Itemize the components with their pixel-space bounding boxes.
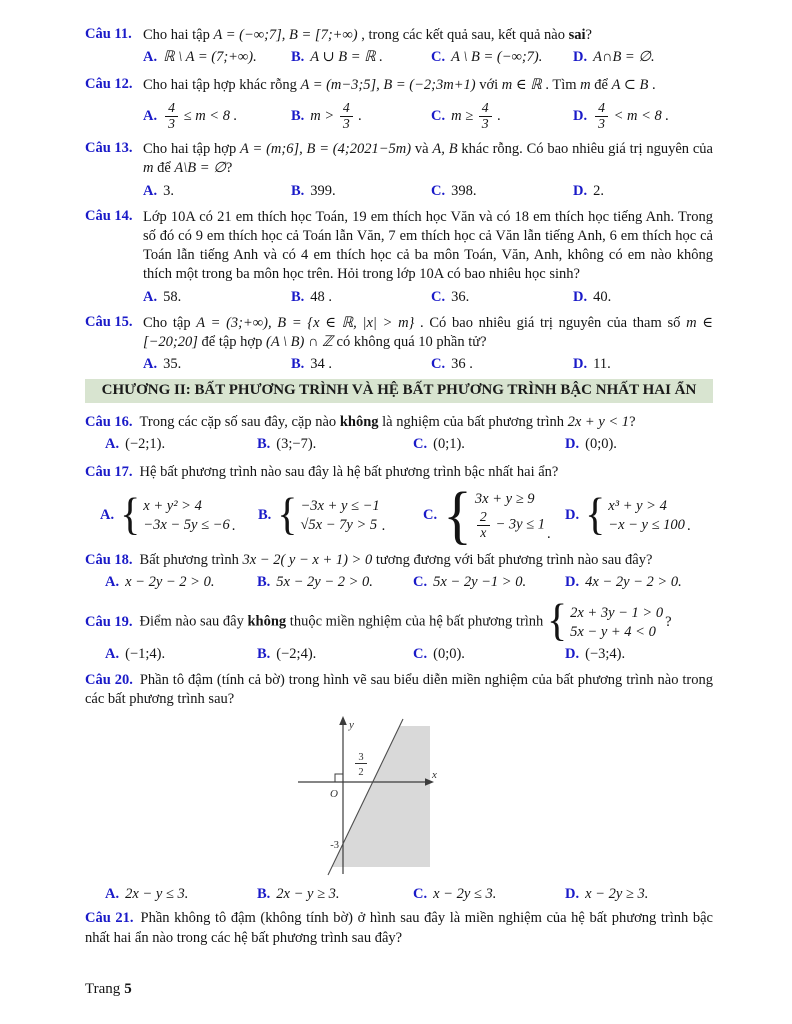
answer-letter: B. [291,49,305,66]
question-12-answers [143,100,713,133]
question-16-text [85,413,713,432]
answer-text: 5x − 2y − 2 > 0. [276,574,373,591]
question-20 [85,671,713,903]
answer-option-a [143,355,291,374]
brace-glyph: { [443,479,472,551]
text-part: và [411,141,433,158]
fraction [165,101,178,132]
answer-text: A∩B = ∅. [593,49,655,66]
answer-option-c [431,182,573,201]
answer-option-a [143,288,291,307]
answer-text: 2x − y ≥ 3. [276,885,340,902]
question-20-figure [290,714,540,881]
question-18 [85,551,713,592]
question-11-body [143,26,713,67]
answer-option-a [105,645,257,664]
answer-option-c [431,100,573,133]
question-12-number: Câu 12. [85,76,133,93]
answer-text [593,100,670,132]
question-19-number: Câu 19. [85,613,133,630]
answer-text: 2x − y ≤ 3. [125,885,189,902]
answer-letter: B. [257,435,271,452]
system-row [475,509,545,542]
answer-option-b [257,573,413,592]
question-12-text [143,76,713,95]
origin-label: O [330,787,338,800]
system-of-inequalities [546,596,664,646]
answer-letter: B. [257,646,271,663]
text-part: Cho hai tập [143,27,214,43]
answer-letter: C. [423,506,438,523]
answer-letter: D. [565,506,580,523]
fraction-denominator: 3 [481,116,489,132]
answer-text [451,100,501,132]
text-part: . [686,517,691,534]
answer-text: (−1;4). [125,646,166,663]
keyword-bold: không [339,413,379,430]
question-17 [85,463,713,551]
text-part: . [354,108,362,125]
fraction-denominator: 3 [342,116,350,132]
x-intercept-denominator: 2 [358,766,364,778]
math-part: A = (m;6], B = (4;2021−5m) [240,141,412,158]
answer-letter: C. [431,182,446,199]
answer-text: 3. [163,182,174,199]
question-21-number: Câu 21. [85,910,134,927]
math-part: A = (m−3;5], B = (−2;3m+1) [300,77,476,94]
text-part: ? [665,613,672,630]
text-part: Trong các cặp số sau đây, cặp nào [139,413,340,430]
question-15-answers [143,355,713,374]
page-footer [85,981,132,998]
system-row: 2x + 3y − 1 > 0 [570,604,664,621]
text-part: với [475,77,502,94]
answer-option-d [565,645,713,664]
system-row: −3x − 5y ≤ −6 [143,517,230,534]
answer-option-b [291,182,431,201]
footer-label: Trang [85,981,121,997]
answer-text: 11. [593,356,611,373]
text-part: , trong các kết quả sau, kết quả nào [357,27,569,43]
fraction-numerator: 4 [479,101,492,117]
text-part: Bất phương trình [139,552,243,569]
question-15-number: Câu 15. [85,313,133,330]
answer-text: (−2;4). [276,646,317,663]
answer-letter: C. [431,288,446,305]
system-row: −x − y ≤ 100 [608,517,685,534]
answer-text: (0;0). [433,646,465,663]
text-part: Cho hai tập hợp khác rỗng [143,77,301,94]
text-part: là nghiệm của bất phương trình [378,413,568,430]
answer-option-b [291,48,431,67]
answer-text: (−2;1). [125,435,166,452]
answer-option-d [573,48,713,67]
system-row: x³ + y > 4 [608,497,667,514]
question-21-text [85,909,713,948]
answer-option-c [413,885,565,904]
text-part: Phần tô đậm (tính cả bờ) trong hình vẽ sau biểu diễn miền nghiệm của bất phương trình nào trong các bất phương trình sau? [85,671,713,708]
fraction [479,101,492,132]
answer-text: 5x − 2y −1 > 0. [433,574,527,591]
answer-text: 58. [163,288,182,305]
footer-page-number: 5 [124,981,132,997]
question-15-body [143,314,713,374]
text-part: thuộc miền nghiệm của hệ bất phương trình [286,613,547,630]
text-part: có không quá 10 phần tử? [332,333,487,350]
system-of-inequalities [443,479,551,551]
math-part: m [143,160,154,177]
answer-option-c [431,288,573,307]
question-14-body [143,208,713,307]
text-part: . Tìm [541,77,581,94]
text-part: ? [629,413,636,430]
answer-letter: D. [573,182,588,199]
question-14-answers [143,288,713,307]
answer-text: (−3;4). [585,646,626,663]
answer-letter: A. [105,885,120,902]
fraction [477,510,490,541]
answer-letter: D. [573,49,588,66]
answer-text: 36. [451,288,470,305]
x-intercept-numerator: 3 [358,751,364,763]
region-graph [290,714,540,876]
system-row: 3x + y ≥ 9 [474,490,535,507]
answer-letter: A. [143,108,158,125]
text-part: . [648,77,656,94]
brace-glyph: { [585,489,606,540]
answer-text: x − 2y ≥ 3. [585,885,649,902]
math-part: 3x − 2( y − x + 1) > 0 [242,552,373,569]
answer-option-a [105,435,257,454]
answer-option-c [413,645,565,664]
answer-text: 35. [163,356,182,373]
text-part: . [381,517,386,534]
math-part: A\B = ∅ [174,160,226,177]
answer-text: ℝ \ A = (7;+∞). [163,49,257,66]
text-part: tương đương với bất phương trình nào sau đây? [372,552,653,569]
answer-letter: C. [431,356,446,373]
question-15-text [143,314,713,353]
answer-option-d [565,573,713,592]
math-part: m ∈ [−20;20] [143,314,713,350]
question-14-number: Câu 14. [85,207,133,224]
text-part: < m < 8 . [610,108,670,125]
question-16-answers [105,435,713,454]
answer-option-b [258,489,423,540]
page-content [85,26,713,957]
answer-option-d [565,435,713,454]
text-part: m ≥ [451,108,477,125]
system-of-inequalities [277,489,386,540]
answer-option-c [423,479,565,551]
question-17-answers [100,479,713,551]
answer-text [163,100,238,132]
answer-letter: B. [257,574,271,591]
fraction-denominator: 3 [598,116,605,132]
answer-text: 399. [310,182,336,199]
math-part: A ⊂ B [611,77,649,94]
question-13-number: Câu 13. [85,140,133,157]
answer-option-c [413,435,565,454]
brace-glyph: { [277,489,298,540]
answer-letter: A. [143,288,158,305]
text-part: m > [310,108,338,125]
answer-option-a [105,885,257,904]
answer-letter: B. [257,885,271,902]
question-13-body [143,140,713,200]
answer-letter: A. [100,506,115,523]
answer-option-a [143,182,291,201]
math-part: A = (3;+∞), B = {x ∈ ℝ, |x| > m} [196,314,415,331]
text-part: Phần không tô đậm (không tính bờ) ở hình sau đây là miền nghiệm của hệ bất phương trình bậc nhất hai ẩn nào trong các hệ bất phương trình sau đây? [85,910,713,946]
answer-text: A ∪ B = ℝ . [310,49,383,66]
answer-text: (3;−7). [276,435,317,452]
answer-letter: B. [291,182,305,199]
chapter-heading: CHƯƠNG II: BẤT PHƯƠNG TRÌNH VÀ HỆ BẤT PHƯƠNG TRÌNH BẬC NHẤT HAI ẨN [85,379,713,403]
math-part: 2x + y < 1 [567,413,630,430]
question-14-text: Lớp 10A có 21 em thích học Toán, 19 em thích học Văn và có 18 em thích học tiếng Anh. Trong số đó có 9 em thích học cả Toán lẫn Văn, 7 em thích học cả Văn lẫn tiếng Anh, 6 em thích học cả Toán lẫn tiếng Anh và có 4 em thích học cả ba môn Toán, Văn, Anh, không có em nào không thích một trong ba môn học trên. Hỏi trong lớp 10A có bao nhiêu học sinh? [143,208,713,283]
question-21 [85,909,713,948]
text-part: − 3y ≤ 1 [491,516,545,533]
question-13-text [143,140,713,179]
right-angle-marker [335,774,343,782]
question-16-number: Câu 16. [85,413,133,430]
answer-text: x − 2y − 2 > 0. [125,574,215,591]
answer-option-c [431,355,573,374]
question-11-number: Câu 11. [85,26,132,42]
answer-option-b [291,288,431,307]
text-part: để [590,77,612,94]
text-part: ? [585,27,592,43]
fraction [340,101,353,132]
brace-glyph: { [546,596,568,646]
fraction-numerator: 2 [477,510,490,526]
answer-text: 4x − 2y − 2 > 0. [585,574,682,591]
answer-text: 2. [593,182,604,199]
question-18-number: Câu 18. [85,552,133,569]
fraction-numerator: 4 [165,101,178,117]
answer-text: x − 2y ≤ 3. [433,885,497,902]
answer-text [310,100,362,132]
fraction-denominator: 3 [168,116,175,132]
answer-option-a [143,48,291,67]
answer-option-d [573,100,713,133]
answer-letter: C. [413,574,428,591]
answer-letter: C. [431,108,446,125]
answer-text: 36 . [451,356,473,373]
question-20-answers [105,885,713,904]
question-18-answers [105,573,713,592]
text-part: . [547,526,551,543]
system-row: √5x − 7y > 5 [300,517,378,534]
question-11-answers [143,48,713,67]
text-part: . [493,108,501,125]
answer-text: (0;1). [433,435,465,452]
fraction-denominator: x [480,524,487,540]
answer-letter: D. [565,885,580,902]
answer-option-b [257,885,413,904]
answer-letter: A. [143,49,158,66]
question-20-number: Câu 20. [85,671,133,688]
keyword-bold: không [247,613,287,630]
answer-option-d [573,182,713,201]
question-12 [85,76,713,133]
math-part: m [580,77,591,94]
question-16 [85,413,713,454]
question-19-text [85,596,713,646]
text-part: khác rỗng. Có bao nhiêu giá trị nguyên của [457,141,713,158]
answer-letter: B. [291,288,305,305]
answer-letter: A. [143,182,158,199]
answer-text: 40. [593,288,612,305]
fraction [595,101,608,132]
math-part: A = (−∞;7], B = [7;+∞) [213,27,358,43]
question-11-text [143,26,713,45]
text-part: để tập hợp [197,333,266,350]
answer-letter: B. [258,506,272,523]
text-part: . Có bao nhiêu giá trị nguyên của tham số [414,314,687,331]
answer-text: 398. [451,182,477,199]
text-part: Hệ bất phương trình nào sau đây là hệ bất phương trình bậc nhất hai ẩn? [139,463,559,480]
answer-letter: D. [565,574,580,591]
text-part: ? [225,160,233,177]
question-12-body [143,76,713,133]
brace-glyph: { [120,489,141,540]
answer-option-b [291,355,431,374]
answer-letter: D. [573,356,588,373]
answer-text: (0;0). [585,435,617,452]
text-part: Cho tập [143,314,197,331]
answer-option-b [257,435,413,454]
answer-text: A \ B = (−∞;7). [451,49,543,66]
text-part: Cho hai tập hợp [143,141,241,158]
answer-letter: B. [291,108,305,125]
math-part: A, B [432,141,458,158]
question-13 [85,140,713,200]
answer-letter: A. [105,574,120,591]
question-20-text [85,671,713,710]
answer-option-b [291,100,431,133]
fraction-numerator: 4 [595,101,608,117]
x-axis-label: x [432,768,437,781]
question-17-number: Câu 17. [85,463,133,480]
answer-option-a [100,489,258,540]
system-row: x + y² > 4 [143,497,202,514]
question-18-text [85,551,713,570]
system-row: 5x − y + 4 < 0 [570,623,656,640]
question-17-text [85,463,713,482]
answer-option-a [143,100,291,133]
answer-letter: D. [573,108,588,125]
y-axis-arrow-icon [339,716,347,725]
answer-letter: C. [431,49,446,66]
answer-letter: C. [413,435,428,452]
answer-option-b [257,645,413,664]
answer-option-c [413,573,565,592]
answer-option-d [565,489,713,540]
answer-option-c [431,48,573,67]
system-of-inequalities [120,489,236,540]
question-19 [85,596,713,664]
text-part: . [231,517,236,534]
text-part: ≤ m < 8 . [180,108,238,125]
answer-letter: D. [565,646,580,663]
math-part: m ∈ ℝ [501,77,542,94]
answer-letter: B. [291,356,305,373]
math-part: (A \ B) ∩ ℤ [265,333,333,350]
keyword-bold: sai [568,27,586,43]
question-13-answers [143,182,713,201]
answer-letter: D. [573,288,588,305]
system-of-inequalities [585,489,691,540]
answer-text: 48 . [310,288,333,305]
answer-letter: D. [565,435,580,452]
answer-letter: A. [105,435,120,452]
answer-letter: A. [143,356,158,373]
text-part: Điểm nào sau đây [139,613,248,630]
answer-letter: C. [413,646,428,663]
answer-letter: A. [105,646,120,663]
text-part: để [153,160,175,177]
answer-option-a [105,573,257,592]
answer-option-d [573,355,713,374]
y-axis-label: y [349,718,354,731]
question-14 [85,208,713,307]
y-intercept-label: -3 [330,839,339,851]
answer-option-d [565,885,713,904]
fraction-numerator: 4 [340,101,353,117]
answer-option-d [573,288,713,307]
answer-letter: C. [413,885,428,902]
question-19-answers [105,645,713,664]
question-11 [85,26,713,67]
shaded-region [332,726,430,867]
system-row: −3x + y ≤ −1 [300,497,380,514]
answer-text: 34 . [310,356,333,373]
question-15 [85,314,713,374]
